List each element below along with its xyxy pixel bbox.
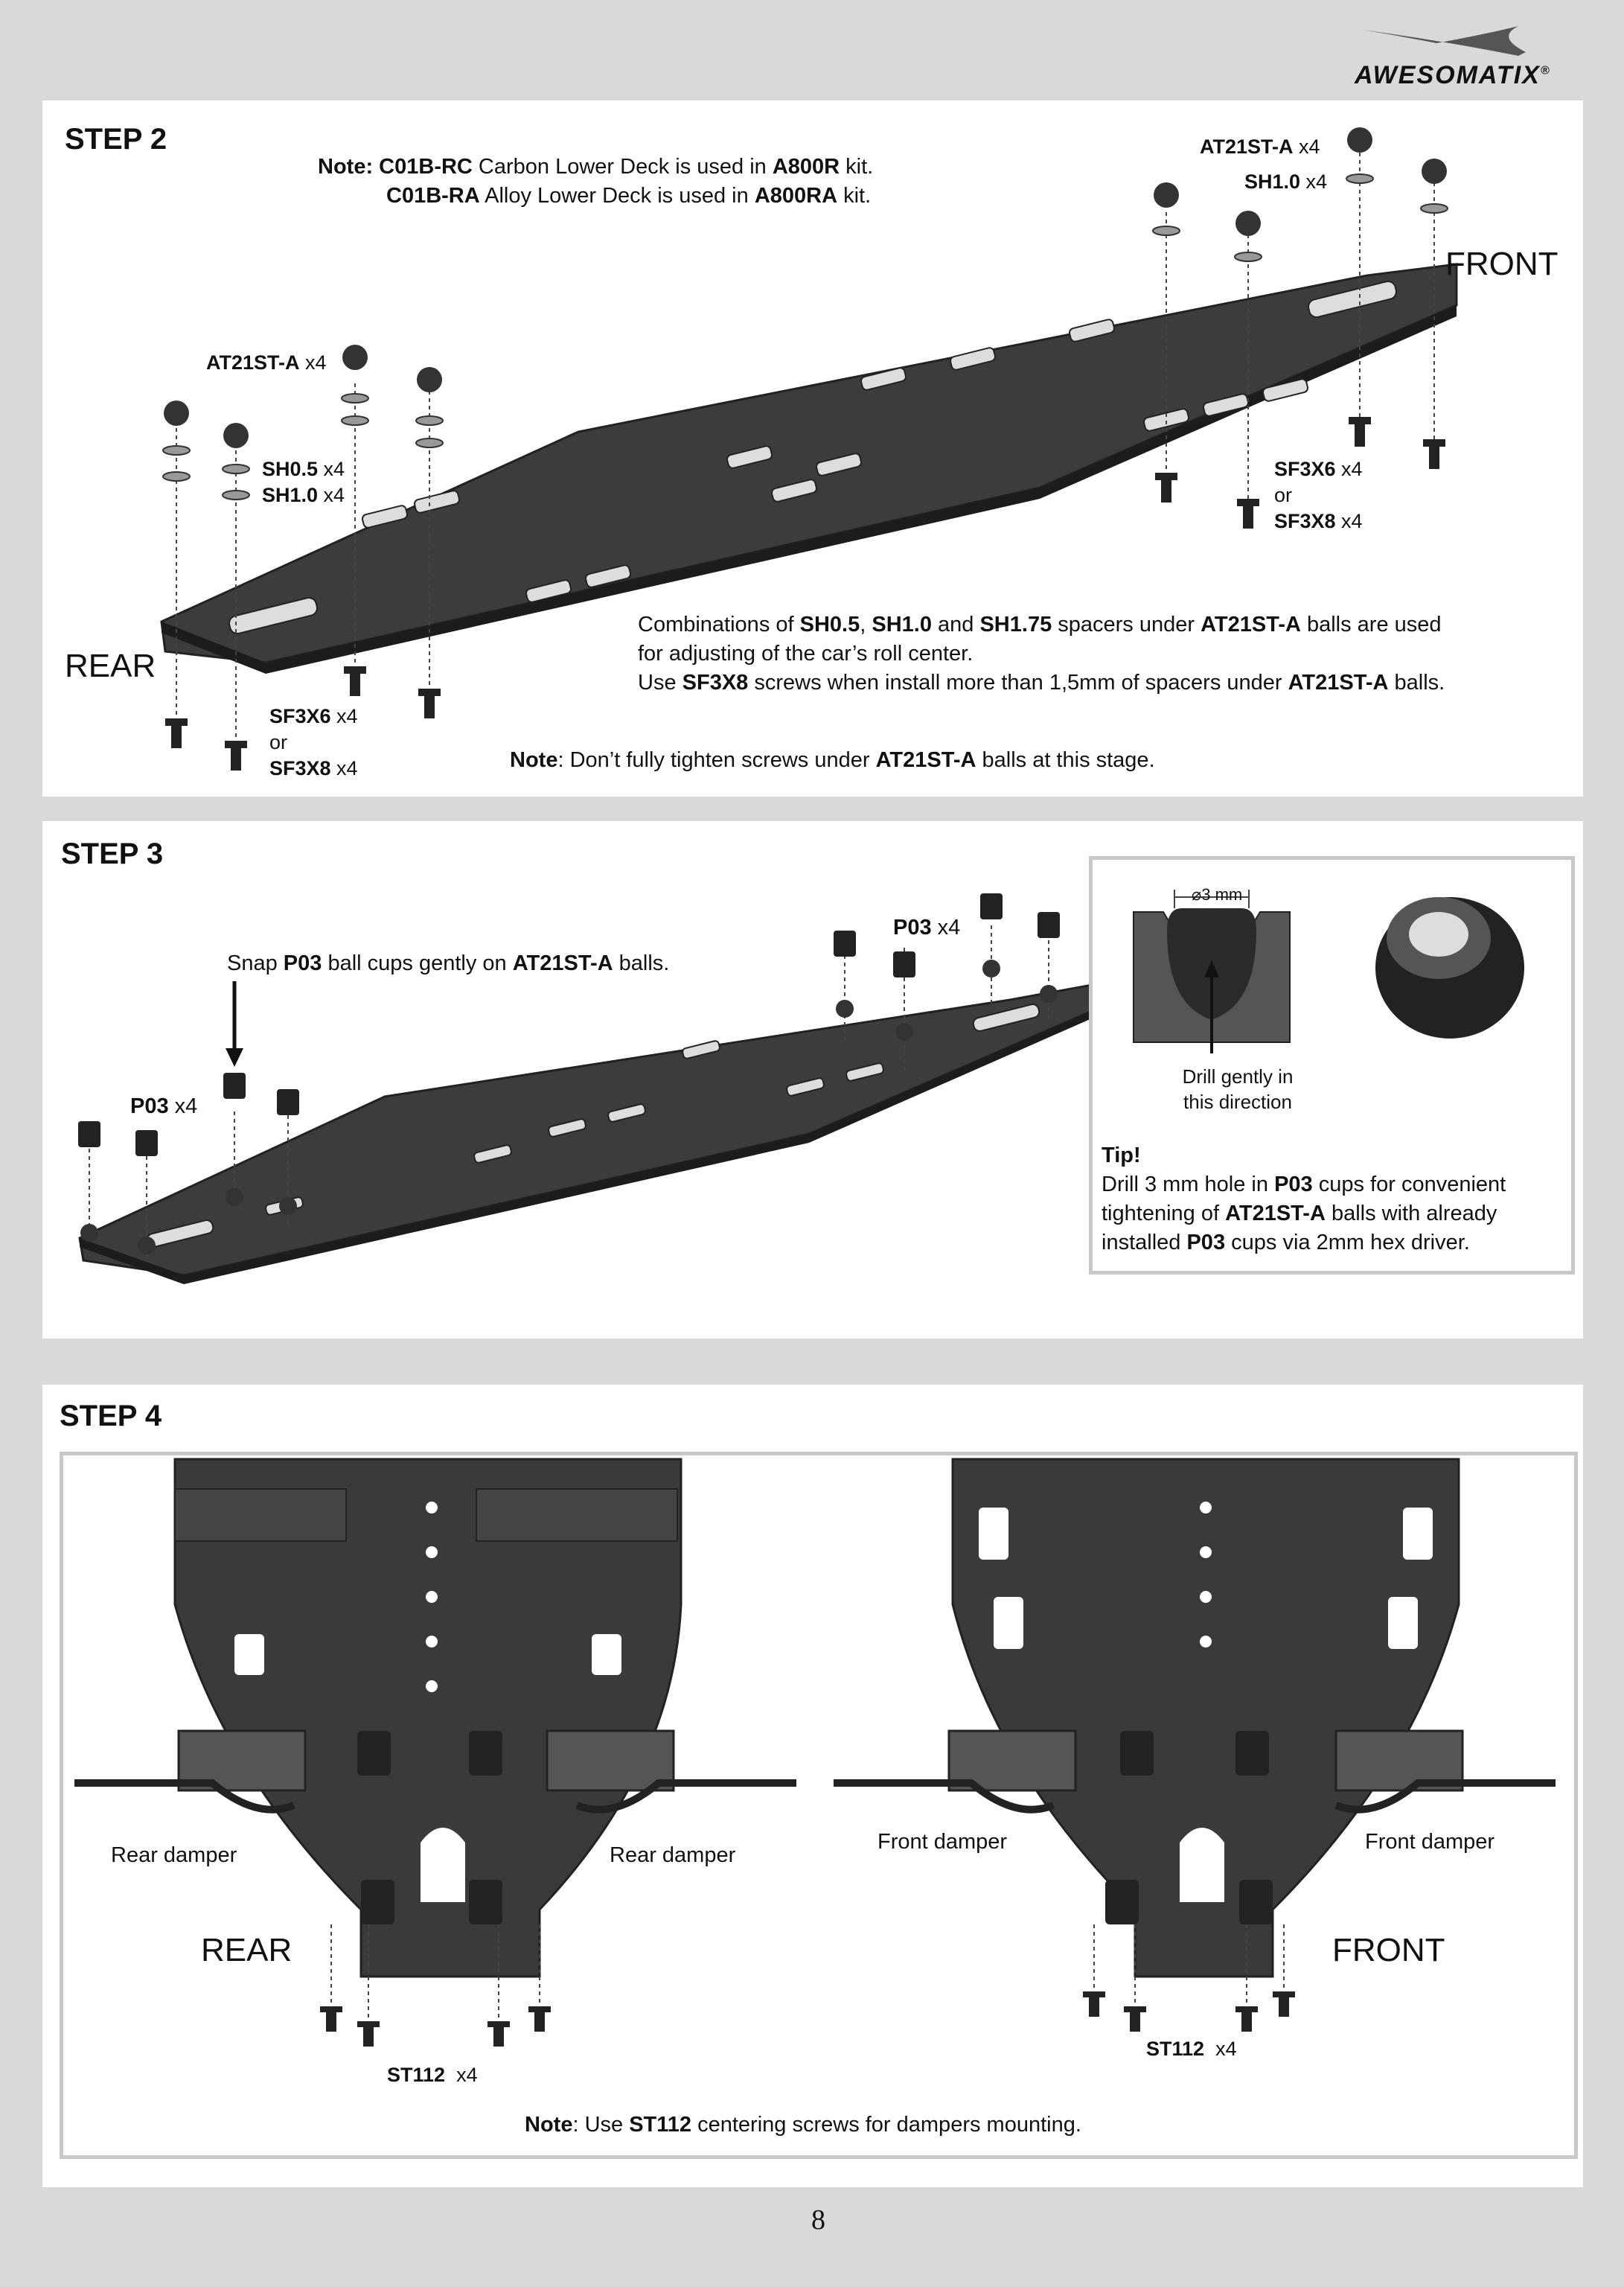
page-number: 8 bbox=[811, 2204, 825, 2236]
dimension-label: ⌀3 mm bbox=[1192, 885, 1243, 904]
tip-box bbox=[1089, 856, 1575, 1275]
rear-balls-label: AT21ST-A x4 bbox=[206, 351, 327, 374]
front-damper-right-label: Front damper bbox=[1362, 1828, 1497, 1857]
rear-damper-left-label: Rear damper bbox=[108, 1841, 240, 1870]
tip-text: Tip! Drill 3 mm hole in P03 cups for convenient tightening of AT21ST-A balls with already installed P03 cups via 2mm hex driver. bbox=[1102, 1144, 1506, 1255]
step2-front-label: FRONT bbox=[1445, 246, 1559, 282]
front-spacer-label: SH1.0 x4 bbox=[1244, 170, 1328, 193]
front-cups-label: P03 x4 bbox=[893, 916, 961, 940]
drill-caption: Drill gently in this direction bbox=[1182, 1065, 1294, 1113]
logo-text: AWESOMATIX® bbox=[1355, 61, 1551, 89]
front-screws-st112-label: ST112 x4 bbox=[1146, 2038, 1237, 2060]
front-balls-label: AT21ST-A x4 bbox=[1200, 135, 1320, 158]
step2-deck-note: Note: C01B-RC Carbon Lower Deck is used in A800R kit. C01B-RA Alloy Lower Deck is used in A800RA kit. bbox=[318, 155, 874, 208]
step4-dampers-illustration bbox=[63, 1455, 1574, 2155]
rear-damper-right-label: Rear damper bbox=[607, 1841, 738, 1870]
spacer-combination-text: Combinations of SH0.5, SH1.0 and SH1.75 spacers under AT21ST-A balls are used for adjusting of the car’s roll center. Use SF3X8 screws when install more than 1,5mm of spacers under AT21ST-A balls. bbox=[638, 613, 1445, 695]
step2-rear-label: REAR bbox=[65, 648, 156, 684]
step2-title: STEP 2 bbox=[65, 123, 167, 156]
step4-note: Note: Use ST112 centering screws for dampers mounting. bbox=[525, 2113, 1081, 2137]
step2-tighten-note: Note: Don’t fully tighten screws under AT21ST-A balls at this stage. bbox=[510, 748, 1155, 772]
snap-instruction: Snap P03 ball cups gently on AT21ST-A balls. bbox=[227, 951, 670, 975]
step4-title: STEP 4 bbox=[60, 1400, 162, 1432]
step4-front-label: FRONT bbox=[1332, 1932, 1445, 1968]
step4-rear-label: REAR bbox=[201, 1932, 292, 1968]
front-screws-label: SF3X6 x4 or SF3X8 x4 bbox=[1274, 458, 1363, 533]
step4-frame bbox=[60, 1452, 1578, 2159]
rear-screws-st112-label: ST112 x4 bbox=[387, 2064, 478, 2086]
rear-spacer-label: SH0.5 x4 SH1.0 x4 bbox=[262, 458, 345, 507]
ball-cup-diagram bbox=[1093, 860, 1571, 1076]
step2-panel bbox=[42, 101, 1583, 797]
rear-cups-label: P03 x4 bbox=[130, 1094, 198, 1118]
rear-screws-label: SF3X6 x4 or SF3X8 x4 bbox=[269, 705, 358, 780]
front-damper-left-label: Front damper bbox=[875, 1828, 1010, 1857]
step3-title: STEP 3 bbox=[61, 838, 164, 870]
